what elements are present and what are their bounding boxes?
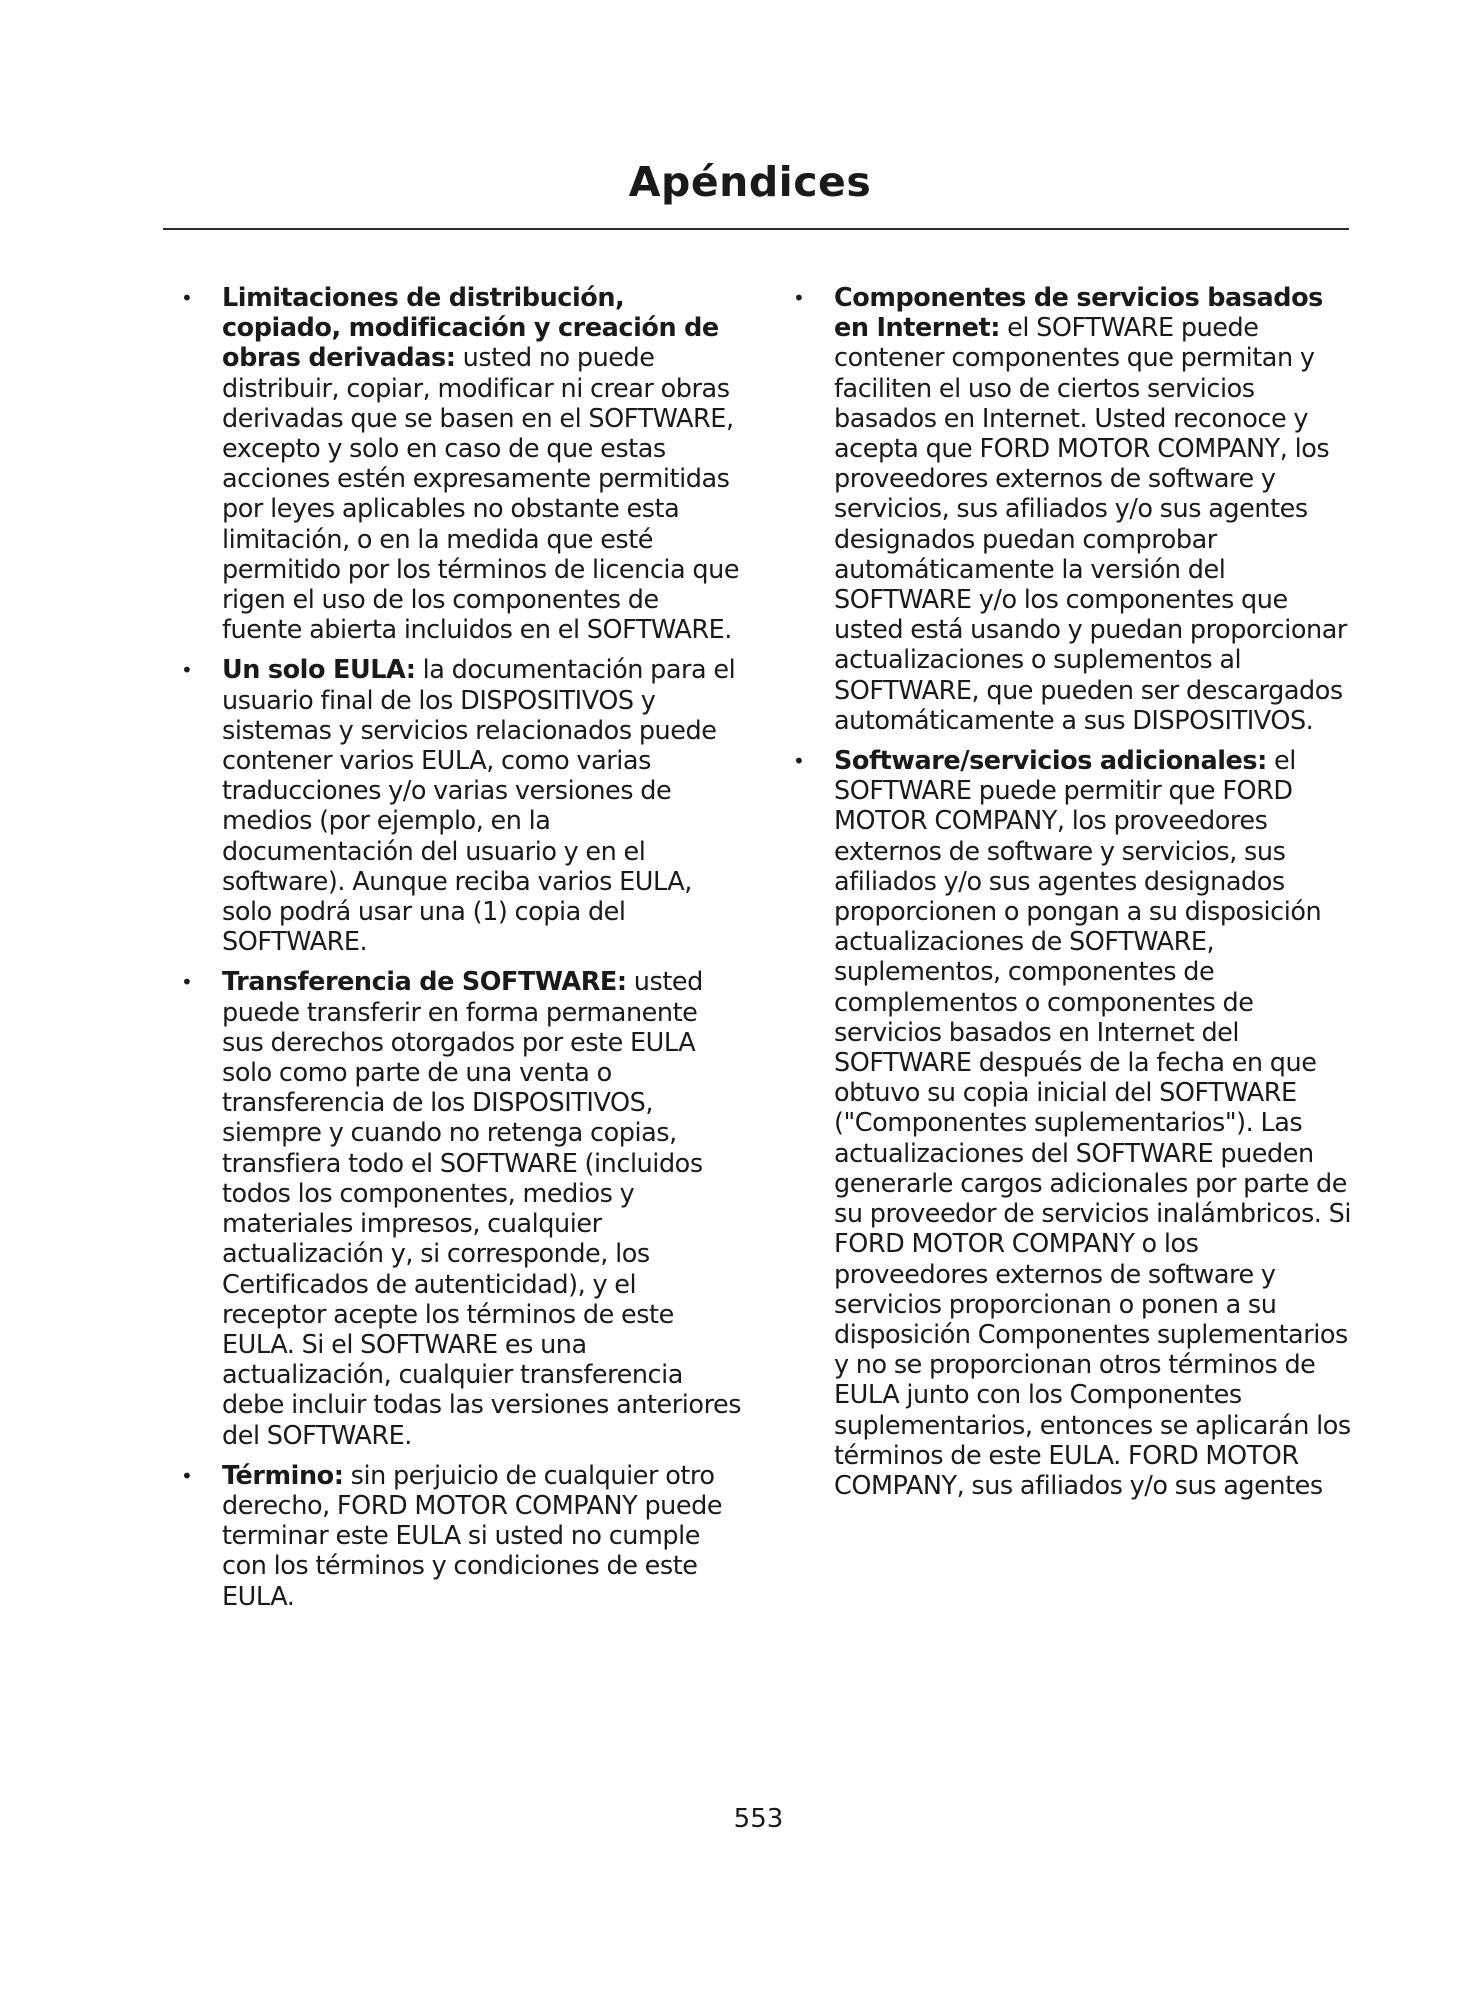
title-divider bbox=[163, 228, 1349, 230]
page-number: 553 bbox=[733, 1804, 784, 1834]
bullet-icon: • bbox=[181, 970, 193, 995]
clause-software-transfer bbox=[181, 967, 742, 1451]
clause-termination bbox=[181, 1460, 742, 1612]
clause-text: el SOFTWARE puede permitir que FORD MOTOR COMPANY, los proveedores externos de software y servicios, sus afiliados y/o sus agentes designados proporcionen o pongan a su disposición actualizaciones de SOFTWARE, suplementos, componentes de complementos o componentes de servicios basados en Internet del SOFTWARE después de la fecha en que obtuvo su copia inicial del SOFTWARE ("Componentes suplementarios"). Las actualizaciones del SOFTWARE pueden generarle cargos adicionales por parte de su proveedor de servicios inalámbricos. Si FORD MOTOR COMPANY o los proveedores externos de software y servicios proporcionan o ponen a su disposición Componentes suplementarios y no se proporcionan otros términos de EULA junto con los Componentes suplementarios, entonces se aplicarán los términos de este EULA. FORD MOTOR COMPANY, sus afiliados y/o sus agentes bbox=[834, 746, 1351, 1501]
clause-text: la documentación para el usuario final de los DISPOSITIVOS y sistemas y servicios relacionados puede contener varios EULA, como varias traducciones y/o varias versiones de medios (por ejemplo, en la documentación del usuario y en el software). Aunque reciba varios EULA, solo podrá usar una (1) copia del SOFTWARE. bbox=[222, 655, 736, 958]
bullet-icon: • bbox=[793, 749, 805, 774]
clause-additional-services bbox=[793, 746, 1354, 1501]
bullet-icon: • bbox=[181, 658, 193, 683]
clause-text: usted no puede distribuir, copiar, modificar ni crear obras derivadas que se basen en el SOFTWARE, excepto y solo en caso de que estas acciones estén expresamente permitidas por leyes aplicables no obstante esta limitación, o en la medida que esté permitido por los términos de licencia que rigen el uso de los componentes de fuente abierta incluidos en el SOFTWARE. bbox=[222, 343, 740, 646]
clause-text: el SOFTWARE puede contener componentes que permitan y faciliten el uso de ciertos servicios basados en Internet. Usted reconoce y acepta que FORD MOTOR COMPANY, los proveedores externos de software y servicios, sus afiliados y/o sus agentes designados puedan comprobar automáticamente la versión del SOFTWARE y/o los componentes que usted está usando y puedan proporcionar actualizaciones o suplementos al SOFTWARE, que pueden ser descargados automáticamente a sus DISPOSITIVOS. bbox=[834, 313, 1347, 736]
clause-single-eula bbox=[181, 655, 742, 958]
bullet-icon: • bbox=[181, 286, 193, 310]
clause-heading: Un solo EULA: bbox=[222, 655, 416, 686]
left-column bbox=[181, 283, 742, 1622]
right-column bbox=[793, 283, 1354, 1511]
clause-heading: Software/servicios adicionales: bbox=[834, 746, 1267, 777]
clause-heading: Componentes de servicios basados en Internet: bbox=[834, 283, 1323, 344]
clause-text: usted puede transferir en forma permanente sus derechos otorgados por este EULA solo como parte de una venta o transferencia de los DISPOSITIVOS, siempre y cuando no retenga copias, transfiera todo el SOFTWARE (incluidos todos los componentes, medios y materiales impresos, cualquier actualización y, si corresponde, los Certificados de autenticidad), y el receptor acepte los términos de este EULA. Si el SOFTWARE es una actualización, cualquier transferencia debe incluir todas las versiones anteriores del SOFTWARE. bbox=[222, 967, 742, 1451]
clause-heading: Término: bbox=[222, 1460, 344, 1491]
clause-internet-services bbox=[793, 283, 1354, 736]
bullet-icon: • bbox=[181, 1463, 193, 1488]
clause-text: sin perjuicio de cualquier otro derecho, FORD MOTOR COMPANY puede terminar este EULA si usted no cumple con los términos y condiciones de este EULA. bbox=[222, 1460, 723, 1612]
clause-heading: Limitaciones de distribución, copiado, modificación y creación de obras derivadas: bbox=[222, 283, 719, 374]
clause-heading: Transferencia de SOFTWARE: bbox=[222, 967, 627, 998]
clause-distribution-limits bbox=[181, 283, 742, 646]
page-title: Apéndices bbox=[628, 158, 872, 206]
bullet-icon: • bbox=[793, 286, 805, 310]
